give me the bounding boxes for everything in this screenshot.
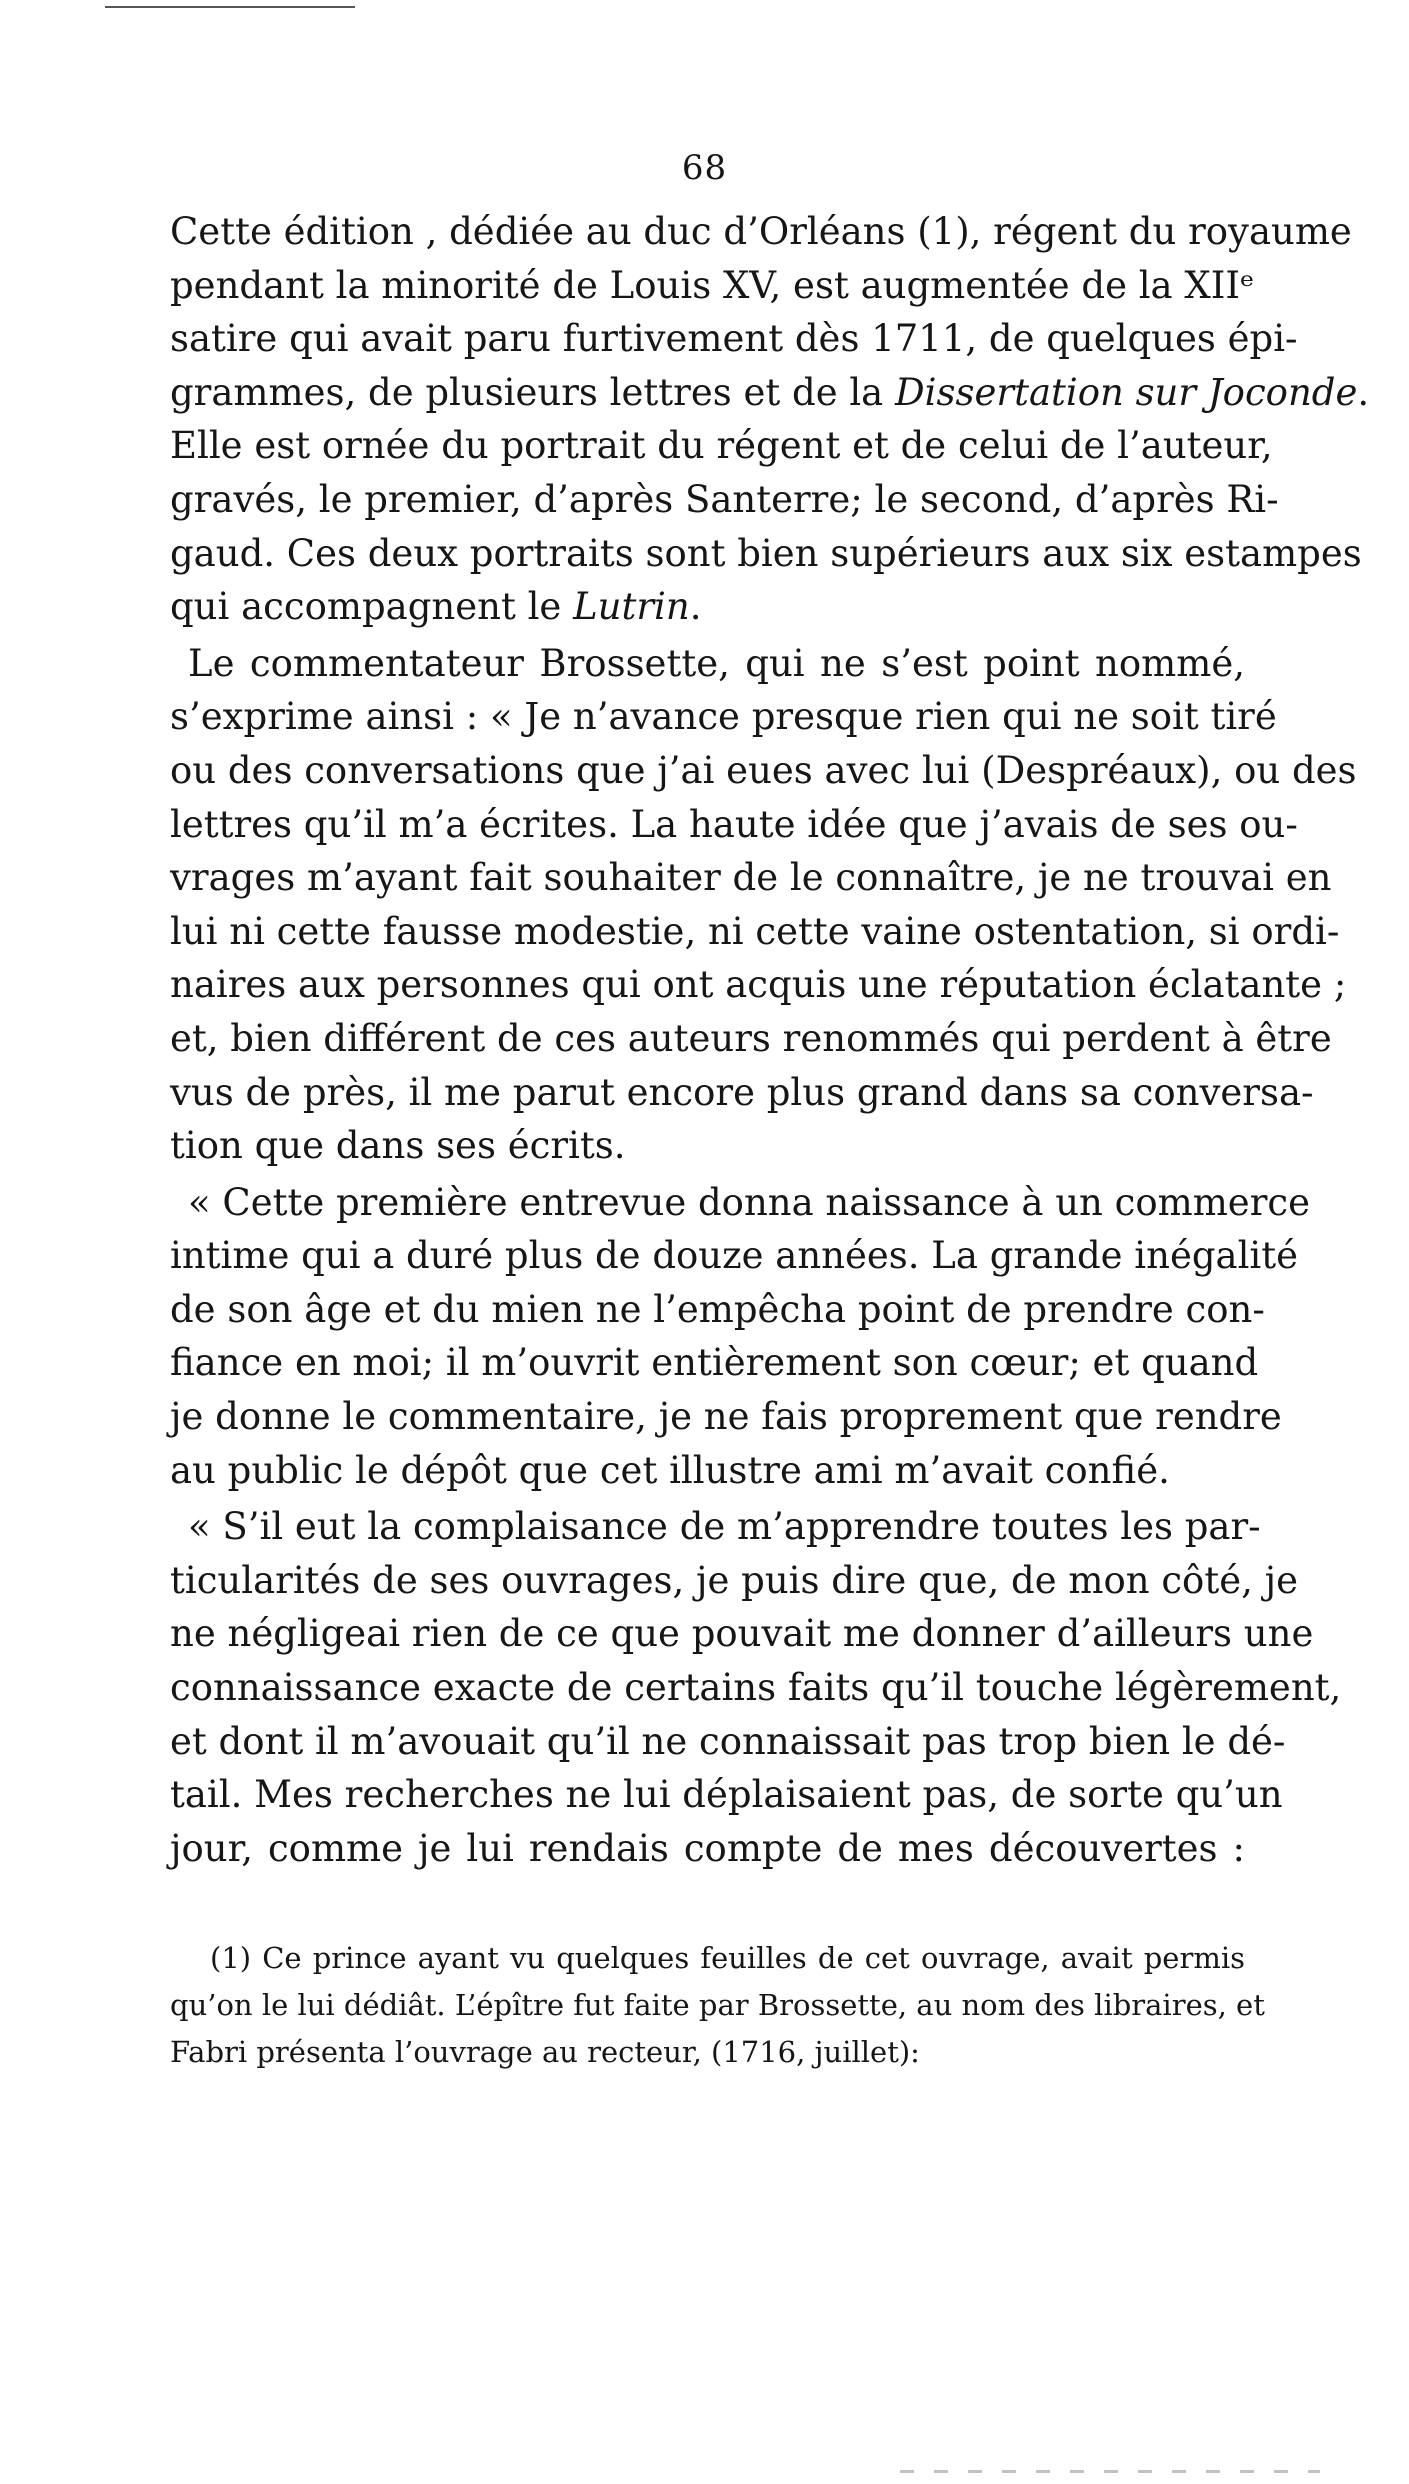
text-line: ne négligeai rien de ce que pouvait me donner d’ailleurs une: [170, 1612, 1314, 1656]
text-line: je donne le commentaire, je ne fais proprement que rendre: [170, 1395, 1282, 1439]
text-line: gravés, le premier, d’après Santerre; le second, d’après Ri-: [170, 477, 1279, 521]
text-line: jour, comme je lui rendais compte de mes découvertes :: [170, 1826, 1245, 1870]
paragraph-2: [170, 637, 1357, 1173]
italic-title: Lutrin: [573, 585, 690, 629]
text-line: ou des conversations que j’ai eues avec lui (Despréaux), ou des: [170, 748, 1357, 792]
text-line: Le commentateur Brossette, qui ne s’est point nommé,: [188, 641, 1245, 685]
text-line: gaud. Ces deux portraits sont bien supérieurs aux six estampes: [170, 531, 1362, 575]
footnote-line: (1) Ce prince ayant vu quelques feuilles de cet ouvrage, avait permis: [210, 1941, 1245, 1975]
text-line: pendant la minorité de Louis XV, est augmentée de la XIIᵉ: [170, 263, 1255, 307]
text-line: Elle est ornée du portrait du régent et de celui de l’auteur,: [170, 424, 1273, 468]
text-line: « Cette première entrevue donna naissance à un commerce: [188, 1180, 1311, 1224]
footnote-line: Fabri présenta l’ouvrage au recteur, (1716, juillet):: [170, 2035, 920, 2069]
text-line: tail. Mes recherches ne lui déplaisaient pas, de sorte qu’un: [170, 1773, 1283, 1817]
text-line: grammes, de plusieurs lettres et de la Dissertation sur Joconde.: [170, 370, 1370, 414]
text-line: et dont il m’avouait qu’il ne connaissait pas trop bien le dé-: [170, 1719, 1286, 1763]
scan-edge-marks: [900, 2470, 1320, 2473]
text-line: lettres qu’il m’a écrites. La haute idée que j’avais de ses ou-: [170, 802, 1298, 846]
text-line: satire qui avait paru furtivement dès 1711, de quelques épi-: [170, 317, 1298, 361]
italic-title: Dissertation sur Joconde: [895, 370, 1358, 414]
text-line: vrages m’ayant fait souhaiter de le connaître, je ne trouvai en: [170, 856, 1332, 900]
paragraph-4: [170, 1500, 1342, 1875]
text-line: lui ni cette fausse modestie, ni cette vaine ostentation, si ordi-: [170, 909, 1340, 953]
text-line: intime qui a duré plus de douze années. La grande inégalité: [170, 1234, 1299, 1278]
paragraph-3: [170, 1176, 1311, 1498]
text-line: Cette édition , dédiée au duc d’Orléans (1), régent du royaume: [170, 210, 1352, 253]
text-line: connaissance exacte de certains faits qu’il touche légèrement,: [170, 1666, 1342, 1710]
text-line: s’exprime ainsi : « Je n’avance presque rien qui ne soit tiré: [170, 695, 1277, 739]
text-line: qui accompagnent le Lutrin.: [170, 585, 702, 629]
text-line: et, bien différent de ces auteurs renommés qui perdent à être: [170, 1016, 1332, 1060]
text-line: fiance en moi; il m’ouvrit entièrement son cœur; et quand: [170, 1341, 1259, 1385]
text-line: naires aux personnes qui ont acquis une réputation éclatante ;: [170, 963, 1347, 1007]
text-line: tion que dans ses écrits.: [170, 1124, 626, 1168]
paragraph-1: [170, 205, 1370, 634]
main-text: [170, 205, 1370, 1878]
footnote: [170, 1935, 1265, 2076]
text-line: de son âge et du mien ne l’empêcha point de prendre con-: [170, 1287, 1265, 1331]
text-line: ticularités de ses ouvrages, je puis dire que, de mon côté, je: [170, 1558, 1298, 1602]
text-line: « S’il eut la complaisance de m’apprendre toutes les par-: [188, 1505, 1261, 1549]
page-number: 68: [681, 148, 728, 188]
footnote-line: qu’on le lui dédiât. L’épître fut faite par Brossette, au nom des libraires, et: [170, 1988, 1265, 2022]
scan-edge-rule: [105, 6, 355, 8]
text-line: au public le dépôt que cet illustre ami m’avait confié.: [170, 1448, 1170, 1492]
text-line: vus de près, il me parut encore plus grand dans sa conversa-: [170, 1070, 1314, 1114]
